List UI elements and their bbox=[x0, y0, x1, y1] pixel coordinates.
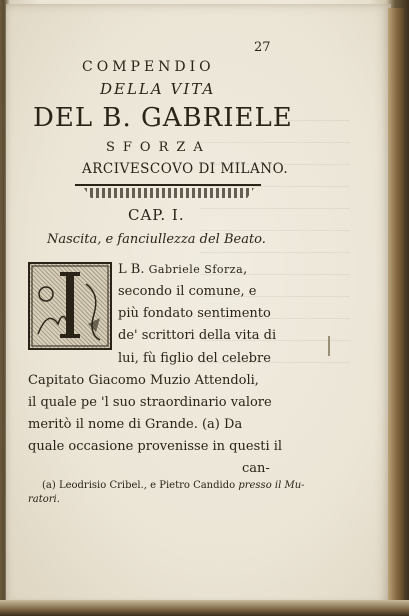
body-line-3: più fondato sentimento bbox=[118, 306, 271, 321]
chapter-subtitle: Nascita, e fanciullezza del Beato. bbox=[47, 232, 266, 247]
body-line-6: Capitato Giacomo Muzio Attendoli, bbox=[28, 373, 259, 388]
body-line-9: quale occasione provenisse in questi il bbox=[28, 439, 283, 454]
heading-line-5: ARCIVESCOVO DI MILANO. bbox=[82, 161, 289, 177]
ornamental-border bbox=[84, 188, 254, 198]
footnote-line-2: ratori. bbox=[28, 494, 60, 505]
heading-line-4: SFORZA bbox=[106, 140, 211, 155]
chapter-heading: CAP. I. bbox=[128, 206, 185, 224]
footnote-line-1 bbox=[42, 480, 305, 491]
footnote-italic-tail: presso il Mu- bbox=[238, 480, 305, 491]
body-line-1-name: Gabriele Sforza bbox=[148, 263, 244, 276]
footnote-marker: (a) bbox=[42, 480, 56, 491]
heading-line-3: DEL B. GABRIELE bbox=[33, 103, 293, 133]
heading-rule bbox=[75, 184, 261, 186]
decorated-initial bbox=[28, 262, 112, 350]
body-line-8: meritò il nome di Grande. (a) Da bbox=[28, 417, 243, 432]
margin-mark bbox=[328, 336, 330, 356]
heading-line-1: COMPENDIO bbox=[82, 59, 215, 75]
heading-line-2: DELLA VITA bbox=[100, 80, 216, 98]
body-line-5: lui, fù figlio del celebre bbox=[118, 351, 271, 366]
body-line-4: de' scrittori della vita di bbox=[118, 328, 277, 343]
body-line-1-pre: L B. bbox=[118, 262, 149, 277]
body-line-7: il quale pe 'l suo straordinario valore bbox=[28, 395, 272, 410]
footnote-text: Leodrisio Cribel., e Pietro Candido bbox=[58, 480, 236, 491]
body-line-1-post: , bbox=[243, 262, 248, 277]
body-line-10: can- bbox=[242, 461, 270, 476]
book-edge-bottom bbox=[0, 600, 409, 616]
book-edge-right bbox=[388, 8, 404, 608]
decorated-initial-icon bbox=[30, 264, 110, 348]
page-number: 27 bbox=[254, 40, 271, 55]
body-line-2: secondo il comune, e bbox=[118, 284, 257, 299]
body-line-1 bbox=[118, 262, 247, 277]
